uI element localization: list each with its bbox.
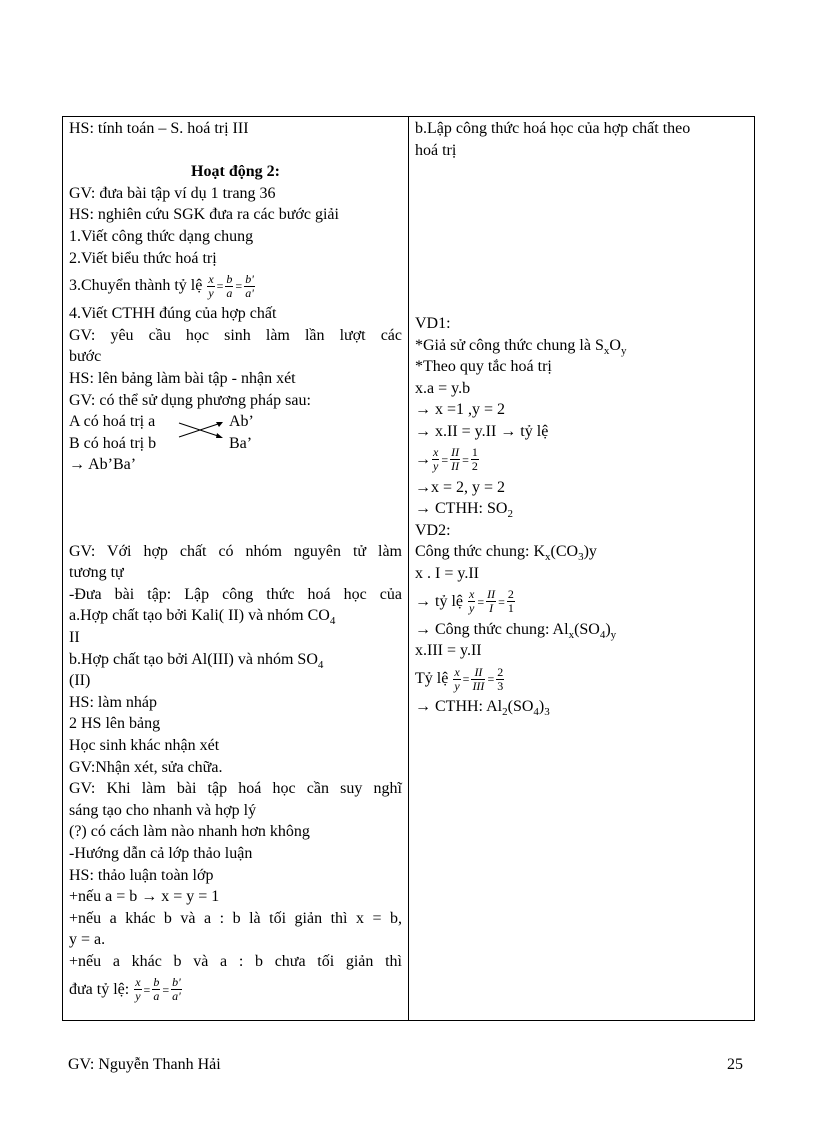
text-line: GV: đưa bài tập ví dụ 1 trang 36 — [69, 184, 276, 202]
text-line: +nếu a khác b và a : b chưa tối giản thì — [69, 952, 402, 970]
text-line: *Giả sử công thức chung là $S_xO_y$ — [415, 336, 627, 357]
right-column — [415, 118, 750, 161]
text-line: b.Hợp chất tạo bởi Al(III) và nhóm $SO_4$ — [69, 650, 324, 671]
right-column-examples — [415, 313, 750, 717]
text-line: II — [69, 629, 80, 647]
text-line: HS: thảo luận toàn lớp — [69, 866, 214, 884]
ratio-line: → tỷ lệ $\frac{x}{y}$ = $\frac{II}{I}$ = $\frac{2}{1}$ — [415, 587, 514, 616]
text-line: → CTHH: $Al_2(SO_4)_3$ — [415, 697, 550, 718]
text-line: → CTHH: $SO_2$ — [415, 500, 513, 521]
text-line: → Ab’Ba’ — [69, 456, 137, 474]
text-line: → Công thức chung: $Al_x(SO_4)_y$ — [415, 620, 617, 641]
fraction: $\frac{b'}{a'}$ — [172, 975, 181, 1004]
fraction: $\frac{II}{I}$ — [487, 587, 496, 616]
cross-line-1: A có hoá trị a Ab’ — [69, 413, 254, 431]
fraction: $\frac{2}{1}$ — [507, 587, 514, 616]
cross-line-2: B có hoá trị b Ba’ — [69, 433, 402, 455]
text-line: GV:Nhận xét, sửa chữa. — [69, 758, 223, 776]
fraction: $\frac{b'}{a'}$ — [245, 271, 254, 300]
text-line: y = a. — [69, 931, 106, 949]
fraction: $\frac{II}{\text{III}}$ — [472, 664, 485, 693]
fraction: $\frac{x}{y}$ — [135, 975, 141, 1004]
text-line: bước — [69, 348, 102, 366]
text-line: +nếu a = b → x = y = 1 — [69, 888, 220, 906]
text-line: -Đưa bài tập: Lập công thức hoá học của — [69, 585, 402, 603]
text-line: HS: lên bảng làm bài tập - nhận xét — [69, 369, 296, 387]
cross-arrows-icon — [177, 419, 227, 441]
text-line: GV: có thể sử dụng phương pháp sau: — [69, 391, 311, 409]
column-divider — [408, 117, 409, 1020]
text-line: x.a = y.b — [415, 379, 471, 397]
text-line: b.Lập công thức hoá học của hợp chất theo — [415, 120, 691, 137]
footer-author: GV: Nguyễn Thanh Hải — [68, 1056, 221, 1073]
ratio-line: 3.Chuyển thành tỷ lệ $\frac{x}{y}$ = $\frac{b}{a}$ = $\frac{b'}{a'}$ — [69, 271, 254, 300]
text-line: hoá trị — [415, 141, 457, 159]
text-line: → x.II = y.II → tỷ lệ — [415, 422, 549, 440]
text-line: *Theo quy tắc hoá trị — [415, 358, 552, 376]
text-line: GV: Với hợp chất có nhóm nguyên tử làm — [69, 542, 402, 560]
ratio-line: → $\frac{x}{y}$ = $\frac{II}{II}$ = $\frac{1}{2}$ — [415, 445, 478, 474]
text-line: HS: nghiên cứu SGK đưa ra các bước giải — [69, 206, 339, 224]
text-line: (II) — [69, 672, 91, 690]
text-line: Công thức chung: $K_x(CO_3)y$ — [415, 543, 597, 564]
fraction: $\frac{II}{II}$ — [451, 445, 460, 474]
ratio-line: Tỷ lệ $\frac{x}{y}$ = $\frac{II}{\text{III}}$ = $\frac{2}{3}$ — [415, 664, 504, 693]
text-line: Học sinh khác nhận xét — [69, 737, 220, 755]
text-line: VD2: — [415, 521, 451, 539]
text-line: HS: làm nháp — [69, 693, 157, 711]
text-line: +nếu a khác b và a : b là tối giản thì x = b, — [69, 909, 402, 927]
text-line: 2.Viết biểu thức hoá trị — [69, 249, 217, 267]
text-line: -Hướng dẫn cả lớp thảo luận — [69, 845, 253, 862]
ratio-line: đưa tỷ lệ: $\frac{x}{y}$ = $\frac{b}{a}$ = $\frac{b'}{a'}$ — [69, 975, 181, 1004]
text-line: GV: Khi làm bài tập hoá học cần suy nghĩ — [69, 780, 402, 798]
text-line: a.Hợp chất tạo bởi Kali( II) và nhóm $CO_4$ — [69, 607, 336, 628]
fraction: $\frac{x}{y}$ — [469, 587, 475, 616]
text-line: x.III = y.II — [415, 642, 482, 660]
fraction: $\frac{b}{a}$ — [226, 271, 233, 300]
fraction: $\frac{b}{a}$ — [153, 975, 160, 1004]
fraction: $\frac{x}{y}$ — [208, 271, 214, 300]
text-line: (?) có cách làm nào nhanh hơn không — [69, 823, 310, 841]
text-line: VD1: — [415, 315, 451, 332]
text-line: → x =1 ,y = 2 — [415, 401, 506, 419]
text-line: HS: tính toán – S. hoá trị III — [69, 120, 249, 137]
text-line: 1.Viết công thức dạng chung — [69, 227, 254, 245]
page-number: 25 — [727, 1056, 743, 1073]
left-column — [69, 118, 402, 1007]
text-line: 2 HS lên bảng — [69, 715, 161, 733]
text-line: tương tự — [69, 564, 124, 582]
fraction: $\frac{x}{y}$ — [454, 664, 460, 693]
text-line: x . I = y.II — [415, 564, 479, 582]
fraction: $\frac{1}{2}$ — [471, 445, 478, 474]
text-line: GV: yêu cầu học sinh làm lần lượt các — [69, 326, 402, 344]
text-line: sáng tạo cho nhanh và hợp lý — [69, 801, 257, 819]
fraction: $\frac{2}{3}$ — [497, 664, 504, 693]
section-heading: Hoạt động 2: — [191, 163, 280, 181]
text-line: 4.Viết CTHH đúng của hợp chất — [69, 305, 277, 323]
text-line: →x = 2, y = 2 — [415, 478, 506, 496]
fraction: $\frac{x}{y}$ — [433, 445, 439, 474]
lesson-table — [62, 116, 755, 1021]
